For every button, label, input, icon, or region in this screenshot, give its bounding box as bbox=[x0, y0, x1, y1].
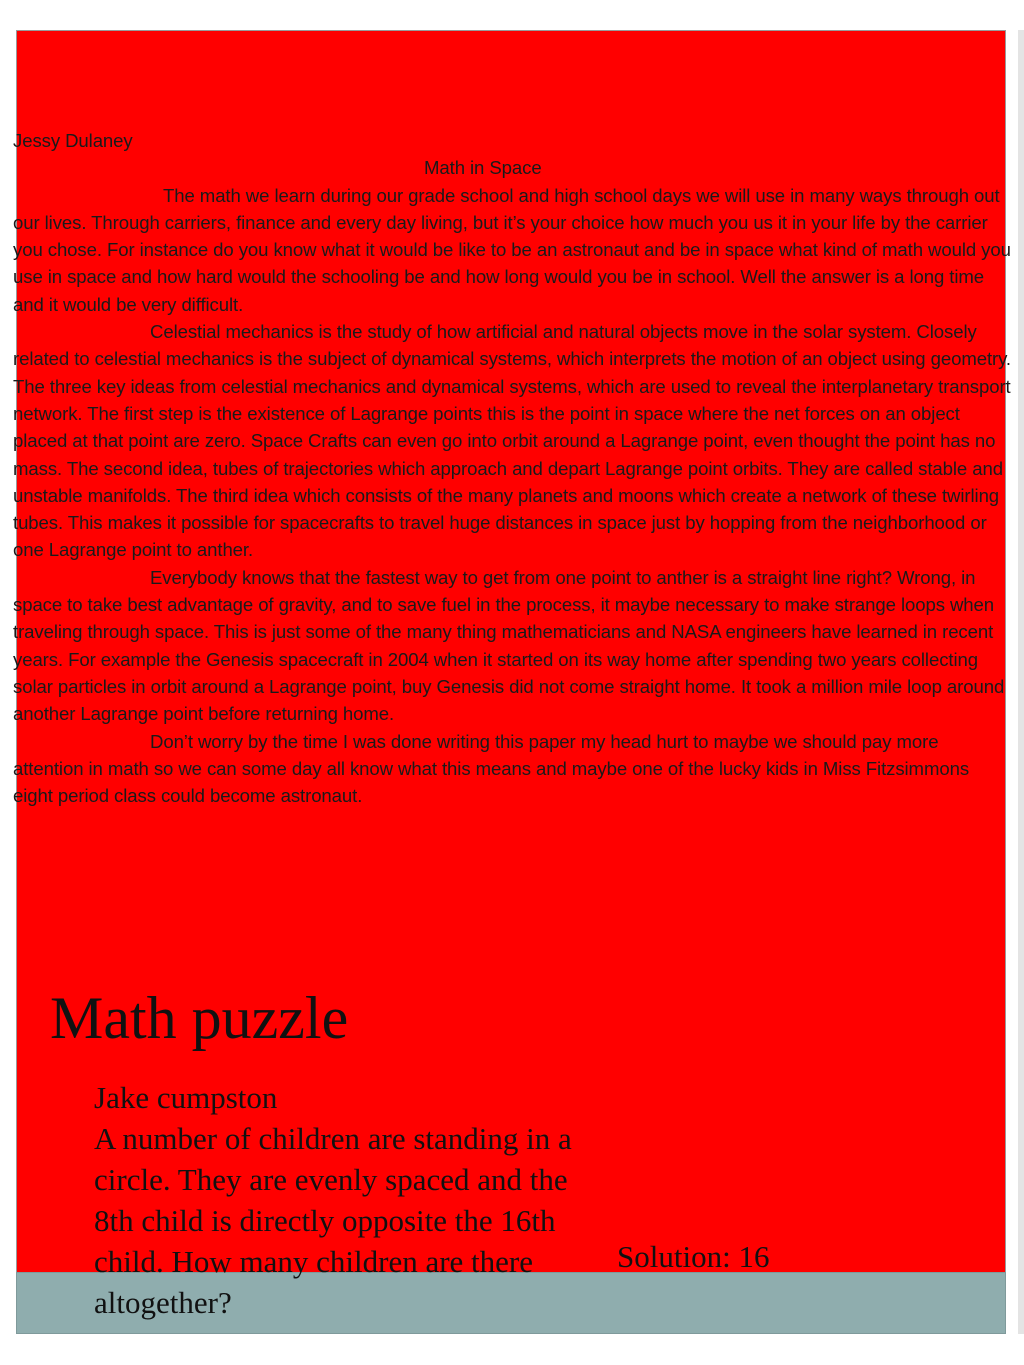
essay-paragraph: Celestial mechanics is the study of how artificial and natural objects move in the solar system. Closely related to celestial mechanics is the subject of dynamical systems, which interprets the motion of an object using geometry. The three key ideas from celestial mechanics and dynamical systems, which are used to reveal the interplanetary transport network. The first step is the existence of Lagrange points this is the point in space where the net forces on an object placed at that point are zero. Space Crafts can even go into orbit around a Lagrange point, even thought the point has no mass. The second idea, tubes of trajectories which approach and depart Lagrange point orbits. They are called stable and unstable manifolds. The third idea which consists of the many planets and moons which create a network of these twirling tubes. This makes it possible for spacecrafts to travel huge distances in space just by hopping from the neighborhood or one Lagrange point to anther. bbox=[13, 321, 1012, 561]
page-edge-shadow bbox=[1018, 30, 1024, 1334]
puzzle-question: A number of children are standing in a circle. They are evenly spaced and the 8th child is directly opposite the 16th child. How many children are there altogether? bbox=[94, 1121, 572, 1320]
essay-title: Math in Space bbox=[424, 157, 542, 179]
essay-paragraph: The math we learn during our grade school and high school days we will use in many ways through out our lives. Through carriers, finance and every day living, but it’s your choice how much you us it in your life by the carrier you chose. For instance do you know what it would be like to be an astronaut and be in space what kind of math would you use in space and how hard would the schooling be and how long would you be in school. Well the answer is a long time and it would be very difficult. bbox=[13, 184, 1011, 315]
puzzle-author: Jake cumpston bbox=[94, 1080, 278, 1115]
essay-author: Jessy Dulaney bbox=[13, 130, 133, 151]
essay bbox=[13, 127, 1013, 809]
puzzle-body bbox=[94, 1077, 584, 1323]
essay-paragraph: Don’t worry by the time I was done writing this paper my head hurt to maybe we should pay more attention in math so we can some day all know what this means and maybe one of the lucky kids in Miss Fitzsimmons eight period class could become astronaut. bbox=[13, 730, 970, 807]
puzzle-solution: Solution: 16 bbox=[617, 1239, 770, 1274]
essay-paragraph: Everybody knows that the fastest way to get from one point to anther is a straight line right? Wrong, in space to take best advantage of gravity, and to save fuel in the process, it maybe necessary to make strange loops when traveling through space. This is just some of the many thing mathematicians and NASA engineers have learned in recent years. For example the Genesis spacecraft in 2004 when it started on its way home after spending two years collecting solar particles in orbit around a Lagrange point, buy Genesis did not come straight home. It took a million mile loop around another Lagrange point before returning home. bbox=[13, 566, 1005, 725]
puzzle-heading: Math puzzle bbox=[50, 985, 349, 1051]
